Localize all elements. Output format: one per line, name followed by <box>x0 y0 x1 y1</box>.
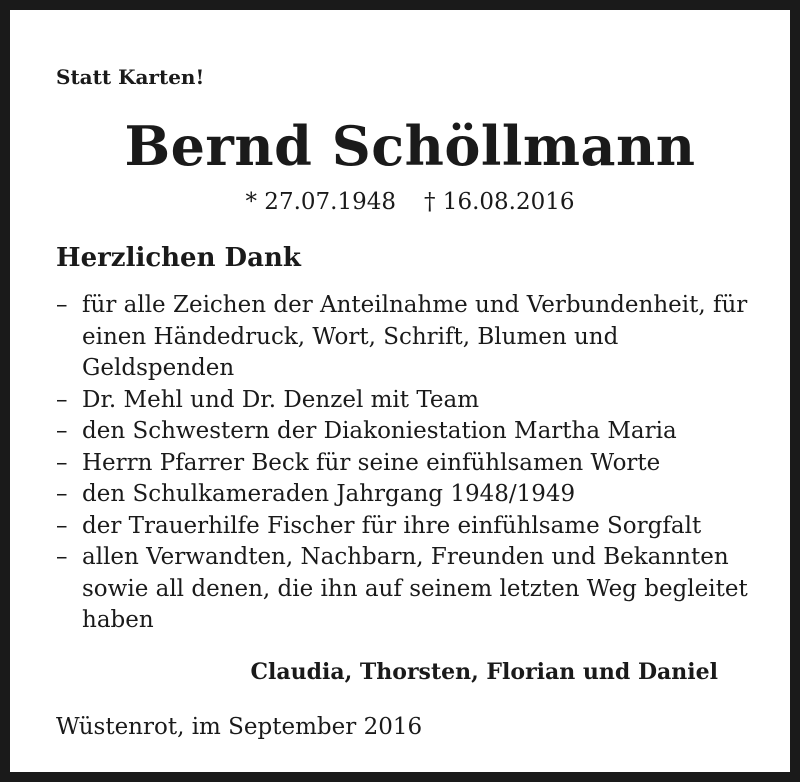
list-item: – Dr. Mehl und Dr. Denzel mit Team <box>56 386 480 413</box>
deceased-name: Bernd Schöllmann <box>124 114 696 178</box>
list-item: – den Schwestern der Diakoniestation Martha Maria <box>56 418 677 444</box>
death-date: † 16.08.2016 <box>424 189 575 215</box>
birth-date: * 27.07.1948 <box>245 189 396 215</box>
list-item: – den Schulkameraden Jahrgang 1948/1949 <box>56 481 576 507</box>
list-item: – der Trauerhilfe Fischer für ihre einfühlsame Sorgfalt <box>56 512 702 539</box>
list-item: – Herrn Pfarrer Beck für seine einfühlsamen Worte <box>56 449 661 476</box>
list-item: – für alle Zeichen der Anteilnahme und Verbundenheit, für einen Händedruck, Wort, Schrift, Blumen und Geldspenden <box>56 292 748 381</box>
thanks-list <box>56 290 776 637</box>
place-and-date: Wüstenrot, im September 2016 <box>56 714 423 740</box>
list-item: – allen Verwandten, Nachbarn, Freunden und Bekannten sowie all denen, die ihn auf seinem letzten Weg begleitet haben <box>56 544 748 633</box>
header-note: Statt Karten! <box>56 65 205 89</box>
thanks-heading: Herzlichen Dank <box>56 243 301 273</box>
life-dates <box>10 186 800 218</box>
signers: Claudia, Thorsten, Florian und Daniel <box>250 659 718 685</box>
